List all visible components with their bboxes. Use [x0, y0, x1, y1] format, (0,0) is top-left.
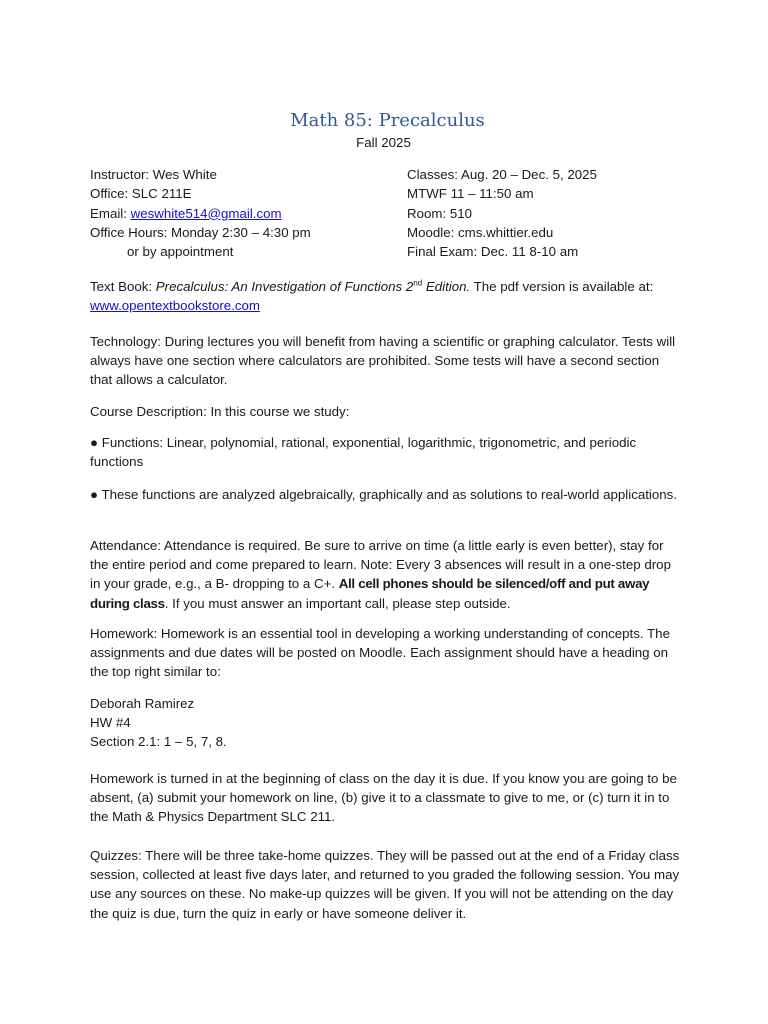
schedule-line: MTWF 11 – 11:50 am	[407, 186, 534, 202]
example-name: Deborah Ramirez	[90, 696, 195, 711]
email-label: Email:	[90, 205, 131, 221]
attendance-tail: . If you must answer an important call, please step outside.	[164, 595, 511, 611]
office-hours-line: Office Hours: Monday 2:30 – 4:30 pm	[90, 224, 311, 240]
attendance-text: Attendance: Attendance is required. Be sure to arrive on time (a little early is even better), stay for the entire period and come prepared to learn. Note: Every 3 absences will result in a one-step drop in your grade, e.g., a B- dropping to a C+.	[90, 538, 671, 592]
example-section: Section 2.1: 1 – 5, 7, 8.	[90, 734, 227, 750]
office-line: Office: SLC 211E	[90, 186, 192, 202]
example-hw: HW #4	[90, 715, 131, 731]
final-exam-line: Final Exam: Dec. 11 8-10 am	[407, 244, 579, 260]
instructor-info	[90, 165, 390, 261]
technology-paragraph: Technology: During lectures you will benefit from having a scientific or graphing calculator. Tests will always have one section where calculators are prohibited. Some tests will have a second section that allows a calculator.	[90, 334, 676, 388]
heading-example	[90, 694, 682, 752]
bullet-item: ● Functions: Linear, polynomial, rational, exponential, logarithmic, trigonometric, and periodic functions	[90, 435, 637, 470]
bullet-item: ● These functions are analyzed algebraically, graphically and as solutions to real-world applications.	[90, 487, 678, 502]
homework-paragraph: Homework: Homework is an essential tool in developing a working understanding of concepts. The assignments and due dates will be posted on Moodle. Each assignment should have a heading on the top right similar to:	[90, 626, 670, 680]
term-label: Fall 2025	[356, 135, 411, 150]
edition-superscript: nd	[413, 278, 423, 288]
room-line: Room: 510	[407, 205, 473, 221]
textbook-availability: The pdf version is available at:	[470, 279, 654, 294]
textbook-label: Text Book:	[90, 279, 156, 294]
textbook-paragraph	[90, 277, 682, 315]
attendance-paragraph	[90, 536, 682, 613]
course-description-heading: Course Description: In this course we study:	[90, 404, 350, 419]
class-info	[407, 165, 687, 261]
attendance-phone-policy: All cell phones should be silenced/off and put away during class	[90, 576, 650, 611]
textbook-link[interactable]: www.opentextbookstore.com	[90, 298, 260, 314]
email-line	[90, 204, 390, 223]
quizzes-paragraph: Quizzes: There will be three take-home quizzes. They will be passed out at the end of a Friday class session, collected at least five days later, and returned to you graded the following session. You may use any sources on these. No make-up quizzes will be given. If you will not be attending on the day the quiz is due, turn the quiz in early or have someone deliver it.	[90, 848, 680, 921]
textbook-edition: Edition.	[422, 279, 471, 294]
moodle-line: Moodle: cms.whittier.edu	[407, 224, 554, 240]
email-link[interactable]: weswhite514@gmail.com	[130, 205, 282, 221]
homework-turn-in-paragraph: Homework is turned in at the beginning of class on the day it is due. If you know you are going to be absent, (a) submit your homework on line, (b) give it to a classmate to give to me, or (c) turn it in to the Math & Physics Department SLC 211.	[90, 771, 677, 825]
instructor-line: Instructor: Wes White	[90, 167, 217, 182]
appointment-line: or by appointment	[127, 244, 234, 260]
textbook-title: Precalculus: An Investigation of Functions 2	[155, 279, 414, 294]
classes-line: Classes: Aug. 20 – Dec. 5, 2025	[407, 167, 597, 182]
page-title: Math 85: Precalculus	[290, 110, 485, 131]
